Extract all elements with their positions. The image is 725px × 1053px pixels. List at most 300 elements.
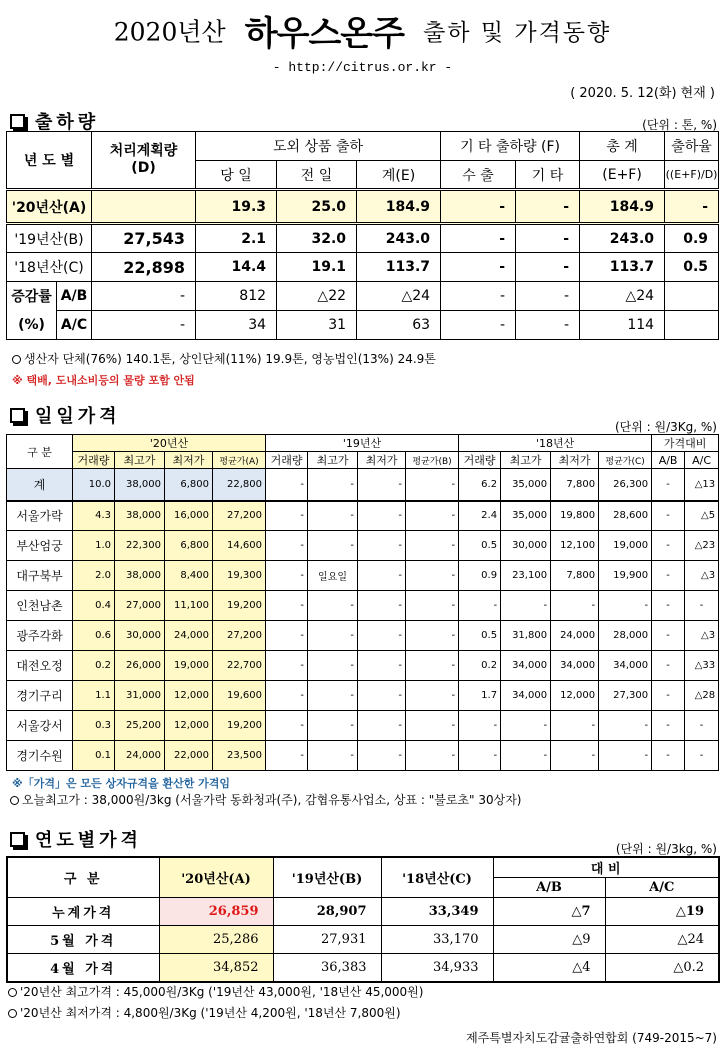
cell-today: 812 [196,282,277,311]
price-cell: - [406,681,459,711]
price-cell: 16,000 [165,501,213,531]
price-cell: 28,000 [599,621,652,651]
cell-export: - [441,253,516,282]
price-cell: △23 [685,531,719,561]
cell-sum: 184.9 [357,190,441,224]
yearly-unit: (단위 : 원/3kg, %) [615,842,717,856]
price-cell: - [685,591,719,621]
price-cell: 0.5 [459,531,501,561]
page-header [0,6,725,58]
col-total-header: 총 계 [580,132,665,161]
price-cell: - [406,741,459,771]
price-cell: 0.6 [73,621,115,651]
sub-header: 평균가(C) [599,452,652,469]
price-cell: 12,100 [551,531,599,561]
price-cell: - [685,741,719,771]
cell-ab: △7 [493,898,605,926]
price-cell: - [501,591,551,621]
price-cell: - [406,591,459,621]
cell-rate: 0.5 [665,253,719,282]
row-label: A/C [57,311,92,340]
price-cell: - [406,469,459,501]
cell-total: 113.7 [580,253,665,282]
price-cell: 1.0 [73,531,115,561]
price-cell: - [501,741,551,771]
price-cell: - [652,711,685,741]
col-b-header: '19년산(B) [273,857,381,898]
price-cell: 19,200 [213,711,266,741]
row-label: 대구북부 [7,561,73,591]
price-cell: 27,200 [213,501,266,531]
table-row [7,190,719,224]
price-cell: - [459,741,501,771]
col-a-header: '20년산(A) [159,857,273,898]
price-cell: - [266,711,308,741]
price-cell: 19,900 [599,561,652,591]
price-cell: 22,000 [165,741,213,771]
cell-export: - [441,190,516,224]
header-year: 2020년산 [113,17,226,47]
row-label: 인천남촌 [7,591,73,621]
price-cell: - [266,501,308,531]
cell-rate [665,282,719,311]
checkbox-square-icon [10,114,25,129]
price-cell: 1.1 [73,681,115,711]
y19-header: '19년산 [266,435,459,452]
price-cell: - [358,621,406,651]
price-cell: 26,300 [599,469,652,501]
cell-today: 2.1 [196,224,277,253]
sub-header: 최저가 [165,452,213,469]
price-cell: 6.2 [459,469,501,501]
price-cell: 19,800 [551,501,599,531]
price-cell: 12,000 [165,681,213,711]
table-row [7,561,719,591]
cell-a: 26,859 [159,898,273,926]
cell-today: 14.4 [196,253,277,282]
row-label: 5월 가격 [7,926,159,954]
price-cell: 22,300 [115,531,165,561]
cell-b: 28,907 [273,898,381,926]
col-etc-header: 기 타 [516,161,580,190]
price-cell: - [308,531,358,561]
price-cell: - [406,621,459,651]
price-cell: - [358,501,406,531]
table-row [7,311,719,340]
daily-section-title: 일일가격 [10,402,121,428]
price-cell: - [652,681,685,711]
circle-bullet-icon [12,355,21,364]
cell-etc: - [516,253,580,282]
cell-export: - [441,224,516,253]
price-cell: 23,100 [501,561,551,591]
table-row [7,954,719,982]
price-cell: - [406,501,459,531]
row-label: 경기수원 [7,741,73,771]
row-label: 서울가락 [7,501,73,531]
sub-header: 거래량 [73,452,115,469]
col-rate-sub: ((E+F)/D) [665,161,719,190]
cell-b: 36,383 [273,954,381,982]
price-cell: △5 [685,501,719,531]
price-cell: 19,300 [213,561,266,591]
shipment-table [6,131,719,340]
table-row [7,469,719,501]
price-cell: 14,600 [213,531,266,561]
price-cell: - [551,741,599,771]
table-row [7,711,719,741]
as-of-date: ( 2020. 5. 12(화) 현재 ) [570,86,715,101]
price-cell: 10.0 [73,469,115,501]
cell-a: 25,286 [159,926,273,954]
sub-header: 평균가(A) [213,452,266,469]
y18-header: '18년산 [459,435,652,452]
price-cell: - [308,651,358,681]
cell-etc: - [516,190,580,224]
table-row [7,898,719,926]
price-cell: △3 [685,621,719,651]
cell-a: 34,852 [159,954,273,982]
col-prev-header: 전 일 [277,161,357,190]
price-cell: △33 [685,651,719,681]
price-cell: 1.7 [459,681,501,711]
table-row [7,253,719,282]
price-cell: 34,000 [501,651,551,681]
price-cell: - [358,591,406,621]
circle-bullet-icon [10,796,19,805]
price-cell: △28 [685,681,719,711]
cell-plan: 27,543 [92,224,196,253]
price-cell: - [308,711,358,741]
price-cell: - [599,711,652,741]
row-label: 대전오정 [7,651,73,681]
price-cell: - [459,711,501,741]
cell-total: 243.0 [580,224,665,253]
circle-bullet-icon [8,988,17,997]
price-cell: 19,600 [213,681,266,711]
cell-ab: △9 [493,926,605,954]
price-cell: - [652,651,685,681]
price-cell: - [266,681,308,711]
price-cell: - [358,469,406,501]
table-row [7,621,719,651]
row-label: '20년산(A) [7,190,92,224]
price-cell: - [308,681,358,711]
cmp-header: 가격대비 [652,435,719,452]
price-cell: 27,300 [599,681,652,711]
price-cell: - [358,651,406,681]
price-cell: 27,000 [115,591,165,621]
price-cell: - [308,621,358,651]
col-ab-header: A/B [493,878,605,898]
price-cell: 24,000 [165,621,213,651]
price-cell: 38,000 [115,469,165,501]
header-title: 하우스온주 [244,14,404,54]
row-label: 부산엄궁 [7,531,73,561]
cell-c: 33,170 [381,926,493,954]
row-label: '18년산(C) [7,253,92,282]
row-label: 경기구리 [7,681,73,711]
col-group-header: 구 분 [7,435,73,469]
cell-prev: 25.0 [277,190,357,224]
price-cell: - [652,531,685,561]
checkbox-square-icon [10,408,25,423]
row-label: 계 [7,469,73,501]
price-cell: - [308,469,358,501]
price-cell: - [599,741,652,771]
col-today-header: 당 일 [196,161,277,190]
price-cell: - [459,591,501,621]
row-label: 서울강서 [7,711,73,741]
price-cell: 2.4 [459,501,501,531]
price-cell: - [308,741,358,771]
cell-prev: 19.1 [277,253,357,282]
price-cell: 38,000 [115,501,165,531]
cell-prev: 32.0 [277,224,357,253]
price-cell: 19,000 [599,531,652,561]
price-cell: - [406,561,459,591]
price-cell: 12,000 [165,711,213,741]
price-cell: - [406,651,459,681]
table-row [7,681,719,711]
price-cell: - [685,711,719,741]
price-cell: - [358,681,406,711]
price-cell: 35,000 [501,501,551,531]
price-cell: 19,000 [165,651,213,681]
cell-c: 34,933 [381,954,493,982]
cell-plan: 22,898 [92,253,196,282]
shipment-section-title: 출하량 [10,108,99,134]
price-cell: - [358,741,406,771]
row-label: A/B [57,282,92,311]
sub-header: A/C [685,452,719,469]
table-row [7,531,719,561]
cell-plan [92,190,196,224]
col-year-header: 년 도 별 [7,132,92,190]
cell-ac: △24 [605,926,719,954]
season-min-note: '20년산 최저가격 : 4,800원/3Kg ('19년산 4,200원, '18년산 7,800원) [8,1004,401,1021]
price-cell: 24,000 [115,741,165,771]
price-cell: △13 [685,469,719,501]
col-other-header: 기 타 출하량 (F) [441,132,580,161]
price-cell: - [266,561,308,591]
sub-header: 최고가 [308,452,358,469]
price-cell: 7,800 [551,561,599,591]
change-unit: (%) [7,311,57,340]
change-label: 증감률 [7,282,57,311]
col-c-header: '18년산(C) [381,857,493,898]
y20-header: '20년산 [73,435,266,452]
row-label: '19년산(B) [7,224,92,253]
price-cell: 19,200 [213,591,266,621]
cell-total: 114 [580,311,665,340]
price-definition-note: ※「가격」은 모든 상자규격을 환산한 가격임 [12,777,231,790]
price-cell: 30,000 [501,531,551,561]
cell-etc: - [516,282,580,311]
footer-org: 제주특별자치도감귤출하연합회 (749-2015~7) [466,1031,717,1045]
price-cell: - [266,531,308,561]
col-cmp-header: 대 비 [493,857,719,878]
cell-total: 184.9 [580,190,665,224]
price-cell: - [358,531,406,561]
yearly-section-title: 연도별가격 [10,826,142,852]
sub-header: 최저가 [358,452,406,469]
price-cell: 0.9 [459,561,501,591]
price-cell: 34,000 [599,651,652,681]
daily-price-table [6,434,719,771]
col-ac-header: A/C [605,878,719,898]
price-cell: 0.2 [73,651,115,681]
cell-rate: - [665,190,719,224]
price-cell: - [266,741,308,771]
cell-sum: △24 [357,282,441,311]
col-export-header: 수 출 [441,161,516,190]
price-cell: 6,800 [165,531,213,561]
price-cell: 25,200 [115,711,165,741]
yearly-price-table [6,856,720,983]
price-cell: - [652,621,685,651]
price-cell: △3 [685,561,719,591]
cell-sum: 113.7 [357,253,441,282]
cell-today: 34 [196,311,277,340]
price-cell: 0.1 [73,741,115,771]
price-cell: 23,500 [213,741,266,771]
cell-sum: 243.0 [357,224,441,253]
price-cell: - [551,591,599,621]
price-cell: - [652,561,685,591]
table-row [7,591,719,621]
col-domestic-header: 도외 상품 출하 [196,132,441,161]
table-row [7,224,719,253]
price-cell: 0.5 [459,621,501,651]
price-cell: 22,800 [213,469,266,501]
price-cell: 6,800 [165,469,213,501]
cell-export: - [441,282,516,311]
price-cell: 0.2 [459,651,501,681]
table-row [7,741,719,771]
col-total-sub: (E+F) [580,161,665,190]
price-cell: 7,800 [551,469,599,501]
price-cell: - [406,711,459,741]
price-cell: 27,200 [213,621,266,651]
sub-header: 거래량 [459,452,501,469]
price-cell: - [308,501,358,531]
checkbox-square-icon [10,832,25,847]
price-cell: 31,000 [115,681,165,711]
row-label: 4월 가격 [7,954,159,982]
table-row [7,651,719,681]
price-cell: 34,000 [551,651,599,681]
price-cell: - [652,591,685,621]
price-cell: 8,400 [165,561,213,591]
price-cell: - [406,531,459,561]
col-sum-header: 계(E) [357,161,441,190]
sub-header: 평균가(B) [406,452,459,469]
price-cell: - [358,711,406,741]
row-label: 누계가격 [7,898,159,926]
price-cell: - [266,621,308,651]
price-cell: 28,600 [599,501,652,531]
price-cell: - [501,711,551,741]
price-cell: 4.3 [73,501,115,531]
price-cell: 38,000 [115,561,165,591]
cell-etc: - [516,311,580,340]
cell-b: 27,931 [273,926,381,954]
exclusion-note: ※ 택배, 도내소비등의 물량 포함 안됨 [12,374,195,387]
cell-today: 19.3 [196,190,277,224]
sub-header: 최고가 [115,452,165,469]
price-cell: 22,700 [213,651,266,681]
price-cell: 35,000 [501,469,551,501]
circle-bullet-icon [8,1009,17,1018]
price-cell: - [266,651,308,681]
today-max-note: 오늘최고가 : 38,000원/3kg (서울가락 동화청과(주), 감협유통사업소, 상표 : "불로초" 30상자) [10,791,521,808]
cell-plan: - [92,311,196,340]
price-cell: - [551,711,599,741]
header-subtitle: 출하 및 가격동향 [423,20,612,46]
cell-ac: △0.2 [605,954,719,982]
cell-prev: 31 [277,311,357,340]
cell-sum: 63 [357,311,441,340]
col-group-header: 구 분 [7,857,159,898]
price-cell: - [652,741,685,771]
price-cell: 26,000 [115,651,165,681]
producer-note: 생산자 단체(76%) 140.1톤, 상인단체(11%) 19.9톤, 영농법인(13%) 24.9톤 [12,350,436,367]
sub-header: A/B [652,452,685,469]
price-cell: 2.0 [73,561,115,591]
cell-prev: △22 [277,282,357,311]
sub-header: 최고가 [501,452,551,469]
cell-c: 33,349 [381,898,493,926]
cell-plan: - [92,282,196,311]
cell-total: △24 [580,282,665,311]
cell-rate [665,311,719,340]
cell-etc: - [516,224,580,253]
table-row [7,282,719,311]
price-cell: - [266,591,308,621]
table-row [7,501,719,531]
price-cell: - [652,469,685,501]
price-cell: - [266,469,308,501]
price-cell: - [599,591,652,621]
sub-header: 거래량 [266,452,308,469]
cell-ab: △4 [493,954,605,982]
cell-rate: 0.9 [665,224,719,253]
site-url[interactable]: - http://citrus.or.kr - [272,60,453,75]
price-cell: - [358,561,406,591]
price-cell: 24,000 [551,621,599,651]
table-row [7,926,719,954]
price-cell: 34,000 [501,681,551,711]
cell-export: - [441,311,516,340]
col-plan-header: 처리계획량 (D) [92,132,196,190]
price-cell: 0.3 [73,711,115,741]
cell-ac: △19 [605,898,719,926]
season-max-note: '20년산 최고가격 : 45,000원/3Kg ('19년산 43,000원, '18년산 45,000원) [8,983,423,1000]
sub-header: 최저가 [551,452,599,469]
price-cell: 0.4 [73,591,115,621]
price-cell: 30,000 [115,621,165,651]
daily-unit: (단위 : 원/3Kg, %) [614,420,717,434]
price-cell: 31,800 [501,621,551,651]
price-cell: 12,000 [551,681,599,711]
price-cell: - [308,591,358,621]
price-cell: 11,100 [165,591,213,621]
row-label: 광주각화 [7,621,73,651]
shipment-unit: (단위 : 톤, %) [642,118,717,132]
price-cell: 일요일 [308,561,358,591]
col-rate-header: 출하율 [665,132,719,161]
